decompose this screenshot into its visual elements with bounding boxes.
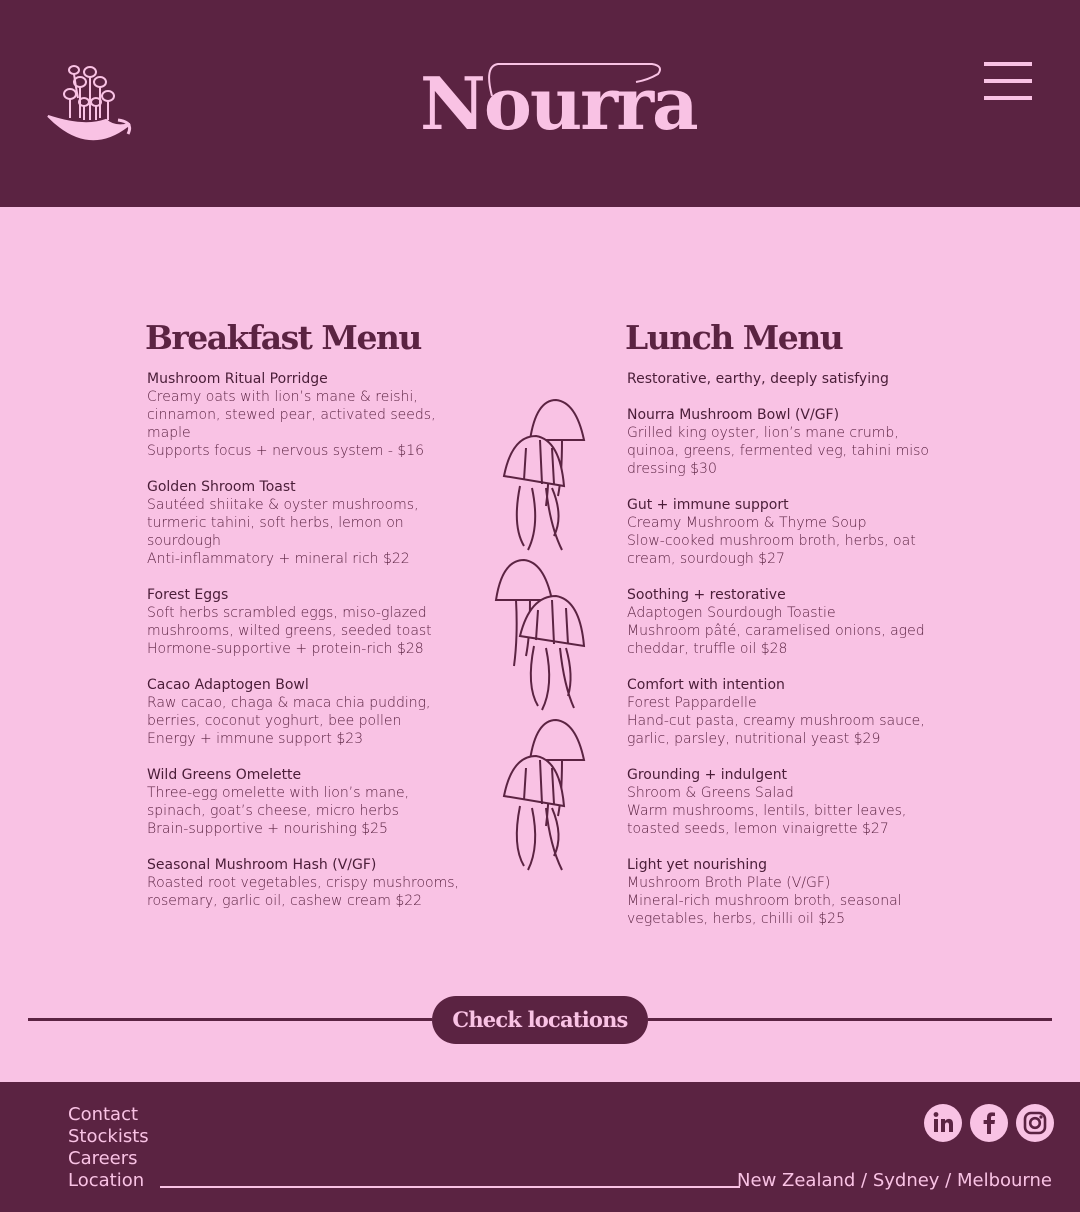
footer-link-contact[interactable]: Contact — [68, 1104, 139, 1125]
breakfast-menu — [147, 318, 467, 928]
item-description: Hand-cut pasta, creamy mushroom sauce, garlic, parsley, nutritional yeast $29 — [627, 713, 925, 747]
item-description: Mineral-rich mushroom broth, seasonal vegetables, herbs, chilli oil $25 — [627, 893, 902, 927]
item-benefit-price: Hormone-supportive + protein-rich $28 — [147, 641, 424, 657]
item-dish: Forest Pappardelle — [627, 695, 757, 711]
menu-item — [627, 856, 947, 928]
item-dish: Creamy Mushroom & Thyme Soup — [627, 515, 867, 531]
item-description: Sautéed shiitake & oyster mushrooms, turmeric tahini, soft herbs, lemon on sourdough — [147, 497, 419, 549]
footer-link-stockists[interactable]: Stockists — [68, 1126, 149, 1147]
mushroom-bowl-icon[interactable] — [44, 58, 134, 154]
site-header — [0, 0, 1080, 207]
item-description: Grilled king oyster, lion’s mane crumb, quinoa, greens, fermented veg, tahini miso dressing $30 — [627, 425, 929, 477]
mushroom-illustration-icon — [490, 396, 590, 876]
lunch-intro: Restorative, earthy, deeply satisfying — [627, 371, 889, 387]
item-name: Light yet nourishing — [627, 857, 767, 873]
item-description: Warm mushrooms, lentils, bitter leaves, toasted seeds, lemon vinaigrette $27 — [627, 803, 907, 837]
menu-item — [147, 766, 467, 838]
item-name: Soothing + restorative — [627, 587, 786, 603]
menu-item — [627, 766, 947, 838]
instagram-icon[interactable] — [1016, 1104, 1054, 1142]
item-name: Forest Eggs — [147, 587, 229, 603]
menu-item — [627, 586, 947, 658]
menu-item — [147, 370, 467, 460]
menu-item — [147, 856, 467, 910]
brand-name: Nourra — [420, 61, 697, 146]
item-description: Soft herbs scrambled eggs, miso-glazed mushrooms, wilted greens, seeded toast — [147, 605, 432, 639]
menu-item — [147, 478, 467, 568]
site-footer — [0, 1082, 1080, 1212]
item-name: Wild Greens Omelette — [147, 767, 302, 783]
item-name: Cacao Adaptogen Bowl — [147, 677, 309, 693]
item-description: Mushroom pâté, caramelised onions, aged cheddar, truffle oil $28 — [627, 623, 925, 657]
divider-line — [28, 1018, 432, 1021]
hamburger-menu-icon[interactable] — [978, 60, 1038, 106]
menu-item — [147, 676, 467, 748]
item-dish: Shroom & Greens Salad — [627, 785, 794, 801]
item-description: Creamy oats with lion’s mane & reishi, cinnamon, stewed pear, activated seeds, maple — [147, 389, 436, 441]
facebook-icon[interactable] — [970, 1104, 1008, 1142]
item-dish: Mushroom Broth Plate (V/GF) — [627, 875, 831, 891]
menu-item — [627, 676, 947, 748]
check-locations-button[interactable]: Check locations — [432, 996, 648, 1044]
footer-nav — [68, 1104, 149, 1192]
item-description: Raw cacao, chaga & maca chia pudding, berries, coconut yoghurt, bee pollen — [147, 695, 431, 729]
breakfast-title: Breakfast Menu — [145, 318, 421, 357]
item-name: Seasonal Mushroom Hash (V/GF) — [147, 857, 377, 873]
item-benefit-price: Anti-inflammatory + mineral rich $22 — [147, 551, 410, 567]
menu-item — [627, 406, 947, 478]
menu-item — [627, 496, 947, 568]
item-benefit-price: Supports focus + nervous system - $16 — [147, 443, 425, 459]
item-name: Golden Shroom Toast — [147, 479, 296, 495]
item-description: Roasted root vegetables, crispy mushrooms, rosemary, garlic oil, cashew cream $22 — [147, 875, 459, 909]
linkedin-icon[interactable] — [924, 1104, 962, 1142]
menu-item — [147, 586, 467, 658]
lunch-title: Lunch Menu — [625, 318, 843, 357]
item-benefit-price: Brain-supportive + nourishing $25 — [147, 821, 388, 837]
footer-divider — [160, 1186, 740, 1188]
item-name: Mushroom Ritual Porridge — [147, 371, 328, 387]
divider-line — [648, 1018, 1052, 1021]
lunch-menu — [627, 318, 947, 946]
item-benefit-price: Energy + immune support $23 — [147, 731, 364, 747]
item-name: Gut + immune support — [627, 497, 789, 513]
item-name: Grounding + indulgent — [627, 767, 788, 783]
item-description: Slow-cooked mushroom broth, herbs, oat cream, sourdough $27 — [627, 533, 916, 567]
footer-link-careers[interactable]: Careers — [68, 1148, 138, 1169]
brand-wordmark[interactable] — [380, 52, 700, 162]
item-dish: Adaptogen Sourdough Toastie — [627, 605, 836, 621]
item-name: Comfort with intention — [627, 677, 785, 693]
item-name: Nourra Mushroom Bowl (V/GF) — [627, 407, 840, 423]
item-description: Three-egg omelette with lion’s mane, spinach, goat’s cheese, micro herbs — [147, 785, 410, 819]
footer-cities: New Zealand / Sydney / Melbourne — [737, 1170, 1052, 1191]
footer-link-location[interactable]: Location — [68, 1170, 145, 1191]
